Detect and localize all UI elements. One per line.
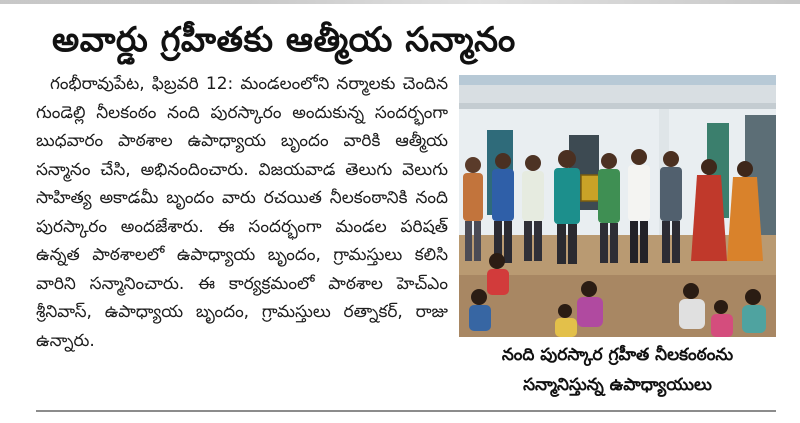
article-body: గంభీరావుపేట, ఫిబ్రవరి 12: మండలంలోని నర్మాలకు చెందిన గుండెల్లి నీలకంఠం నంది పురస్కారం అందుకున్న సందర్భంగా బుధవారం పాఠశాల ఉపాధ్యాయ బృందం వారికి ఆత్మీయ సన్మానం చేసి, అభినందించారు. విజయవాడ తెలుగు వెలుగు సాహిత్య అకాడమీ బృందం వారు రచయిత నీలకంఠానికి నంది పురస్కారం అందజేశారు. ఈ సందర్భంగా మండల పరిషత్ ఉన్నత పాఠశాలలో ఉపాధ్యాయ బృందం, గ్రామస్తులు కలిసి వారిని సన్మానించారు. ఈ కార్యక్రమంలో పాఠశాల హెచ్ఎం శ్రీనివాస్, ఉపాధ్యాయ బృందం, గ్రామస్తులు రత్నాకర్, రాజు ఉన్నారు. [36,74,448,351]
photo-caption [459,340,776,400]
bottom-divider [36,410,776,412]
caption-line-2: సన్మానిస్తున్న ఉపాధ్యాయులు [523,375,712,395]
headline: అవార్డు గ్రహీతకు ఆత్మీయ సన్మానం [52,20,516,60]
previous-article-edge [0,0,800,4]
felicitation-photo [459,75,776,337]
news-photo [459,75,776,337]
caption-line-1: నంది పురస్కార గ్రహీత నీలకంఠంను [501,345,734,365]
